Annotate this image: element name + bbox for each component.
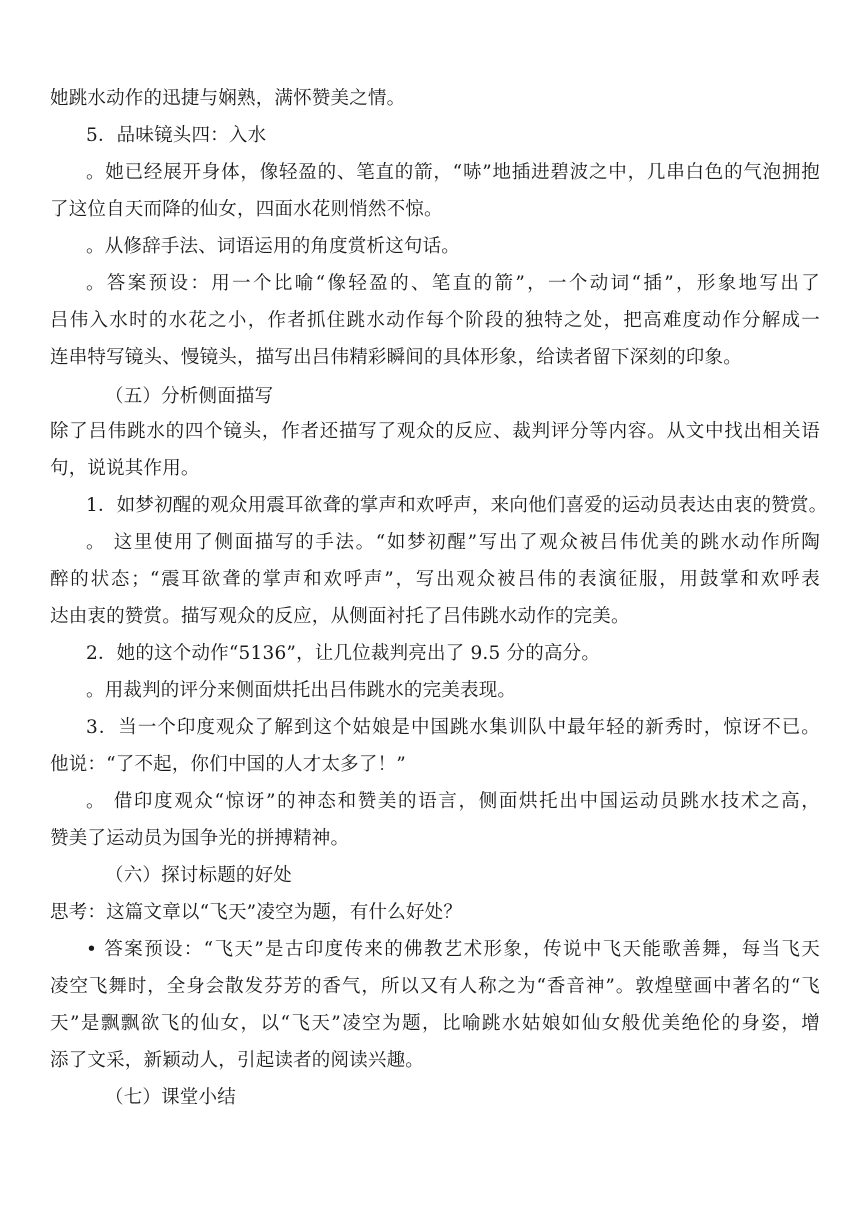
answer-line: 。答案预设：用一个比喻“像轻盈的、笔直的箭”，一个动词“插”，形象地写出了 [86,273,820,294]
quote-line: 2．她的这个动作“5136”，让几位裁判亮出了 9.5 分的高分。 [86,643,601,664]
answer-line: 。用裁判的评分来侧面烘托出吕伟跳水的完美表现。 [86,680,517,701]
text-line: 醉的状态；“震耳欲聋的掌声和欢呼声”，写出观众被吕伟的表演征服，用鼓掌和欢呼表 [50,569,820,590]
text-line: 达由衷的赞赏。描写观众的反应，从侧面衬托了吕伟跳水动作的完美。 [50,606,630,627]
text-line: 他说：“了不起，你们中国的人才太多了！” [50,754,406,775]
heading-shot-four: 5．品味镜头四：入水 [86,125,267,146]
quote-line: 1．如梦初醒的观众用震耳欲聋的掌声和欢呼声，来向他们喜爱的运动员表达由衷的赞赏。 [86,495,828,516]
text-line: 。她已经展开身体，像轻盈的、笔直的箭，“哧”地插进碧波之中，几串白色的气泡拥抱 [86,162,820,183]
question-line: 思考：这篇文章以“飞天”凌空为题，有什么好处？ [50,902,463,923]
text-line: 了这位自天而降的仙女，四面水花则悄然不惊。 [50,199,443,220]
text-line: 连串特写镜头、慢镜头，描写出吕伟精彩瞬间的具体形象，给读者留下深刻的印象。 [50,347,742,368]
section-heading-six: （六）探讨标题的好处 [105,865,293,886]
text-line: 句，说说其作用。 [50,458,200,479]
answer-line: 。 借印度观众“惊讶”的神态和赞美的语言，侧面烘托出中国运动员跳水技术之高， [86,791,820,812]
text-line: 赞美了运动员为国争光的拼搏精神。 [50,828,350,849]
section-heading-five: （五）分析侧面描写 [105,386,274,407]
text-line: 凌空飞舞时，全身会散发芬芳的香气，所以又有人称之为“香音神”。敦煌壁画中著名的“飞 [50,976,820,997]
answer-line: • 答案预设：“飞天”是古印度传来的佛教艺术形象，传说中飞天能歌善舞，每当飞天 [86,939,820,960]
answer-line: 。 这里使用了侧面描写的手法。“如梦初醒”写出了观众被吕伟优美的跳水动作所陶 [86,532,820,553]
text-line: 她跳水动作的迅捷与娴熟，满怀赞美之情。 [50,88,406,109]
text-line: 除了吕伟跳水的四个镜头，作者还描写了观众的反应、裁判评分等内容。从文中找出相关语 [50,421,820,442]
text-line: 吕伟入水时的水花之小，作者抓住跳水动作每个阶段的独特之处，把高难度动作分解成一 [50,310,820,331]
quote-line: 3．当一个印度观众了解到这个姑娘是中国跳水集训队中最年轻的新秀时，惊讶不已。 [86,717,820,738]
section-heading-seven: （七）课堂小结 [105,1087,236,1108]
question-line: 。从修辞手法、词语运用的角度赏析这句话。 [86,236,461,257]
text-line: 添了文采，新颖动人，引起读者的阅读兴趣。 [50,1050,425,1071]
text-line: 天”是飘飘欲飞的仙女，以“飞天”凌空为题，比喻跳水姑娘如仙女般优美绝伦的身姿，增 [50,1013,820,1034]
